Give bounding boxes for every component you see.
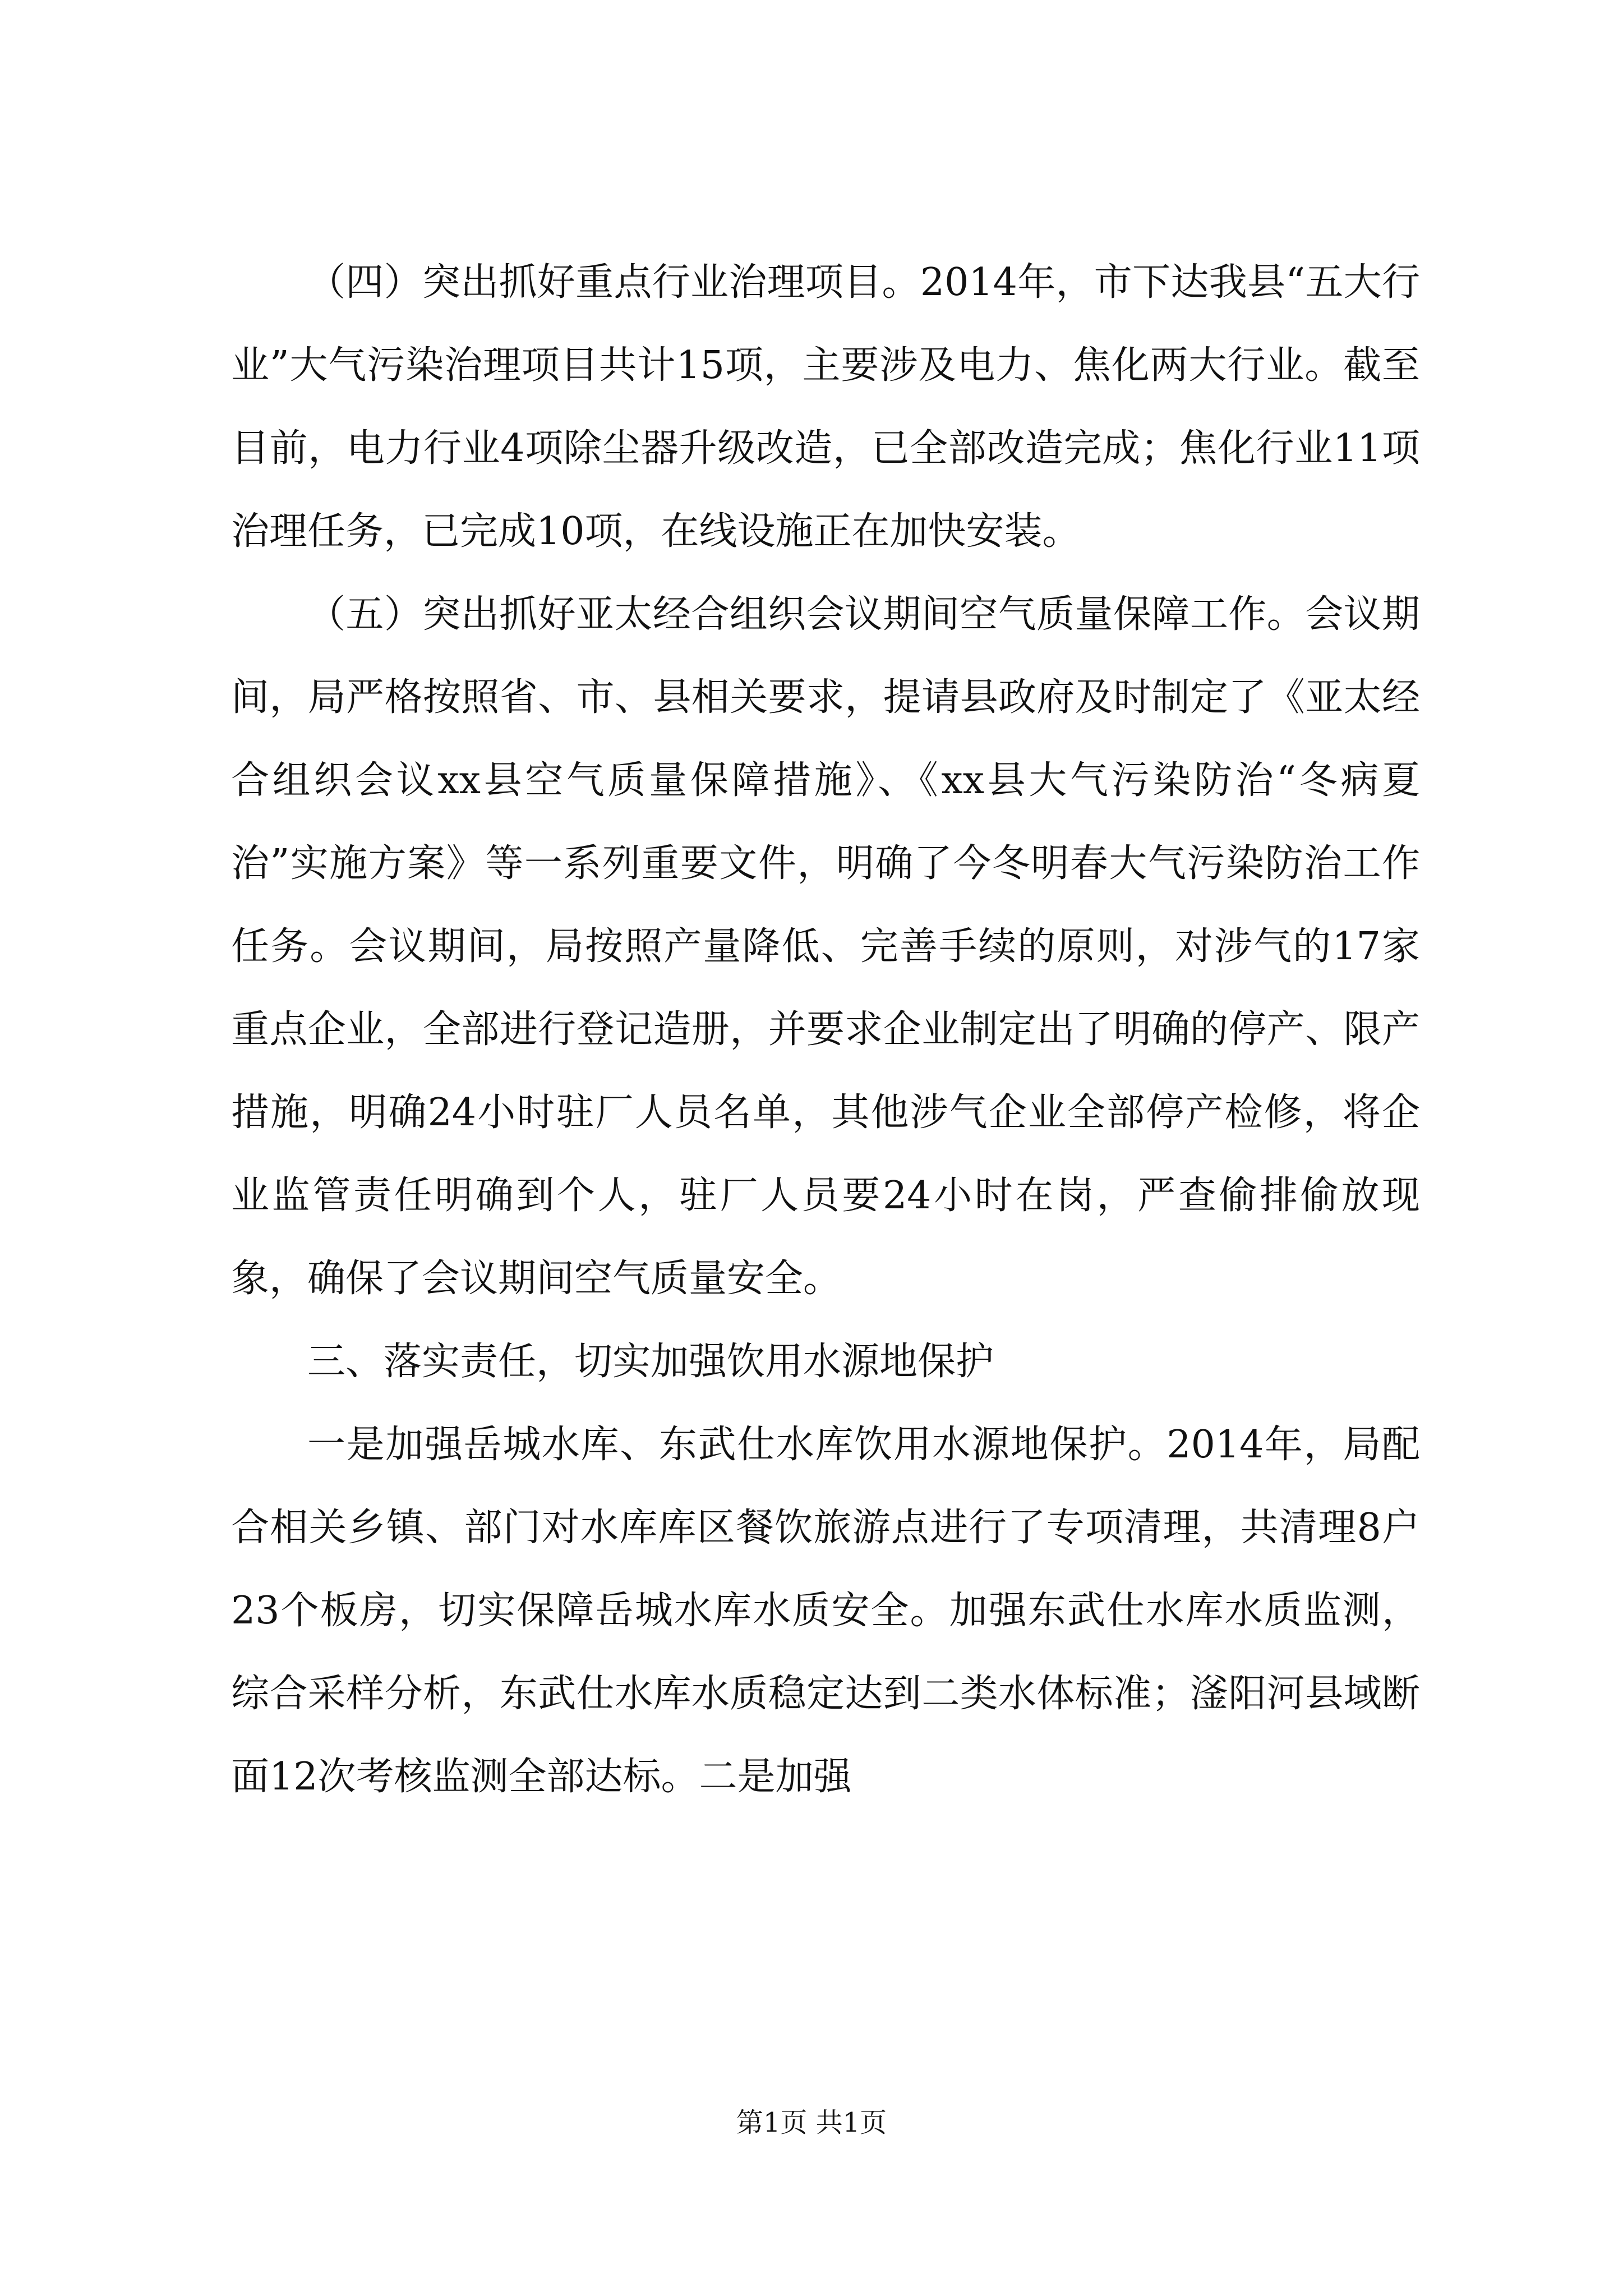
paragraph-apec-air-quality: （五）突出抓好亚太经合组织会议期间空气质量保障工作。会议期间，局严格按照省、市、县相关要求，提请县政府及时制定了《亚太经合组织会议xx县空气质量保障措施》、《xx县大气污染防治“冬病夏治”实施方案》等一系列重要文件，明确了今冬明春大气污染防治工作任务。会议期间，局按照产量降低、完善手续的原则，对涉气的17家重点企业，全部进行登记造册，并要求企业制定出了明确的停产、限产措施，明确24小时驻厂人员名单，其他涉气企业全部停产检修，将企业监管责任明确到个人，驻厂人员要24小时在岗，严查偷排偷放现象，确保了会议期间空气质量安全。	[231, 592, 1420, 1301]
paragraph-key-industry-projects: （四）突出抓好重点行业治理项目。2014年，市下达我县“五大行业”大气污染治理项目共计15项，主要涉及电力、焦化两大行业。截至目前，电力行业4项除尘器升级改造，已全部改造完成；焦化行业11项治理任务，已完成10项，在线设施正在加快安装。	[231, 260, 1420, 554]
section-heading-water-source: 三、落实责任，切实加强饮用水源地保护	[307, 1340, 994, 1384]
document-body	[231, 241, 1420, 1819]
page-footer: 第1页 共1页	[736, 2107, 887, 2138]
paragraph-reservoir-protection: 一是加强岳城水库、东武仕水库饮用水源地保护。2014年，局配合相关乡镇、部门对水库库区餐饮旅游点进行了专项清理，共清理8户23个板房，切实保障岳城水库水质安全。加强东武仕水库水质监测，综合采样分析，东武仕水库水质稳定达到二类水体标准；滏阳河县域断面12次考核监测全部达标。二是加强	[231, 1423, 1420, 1799]
